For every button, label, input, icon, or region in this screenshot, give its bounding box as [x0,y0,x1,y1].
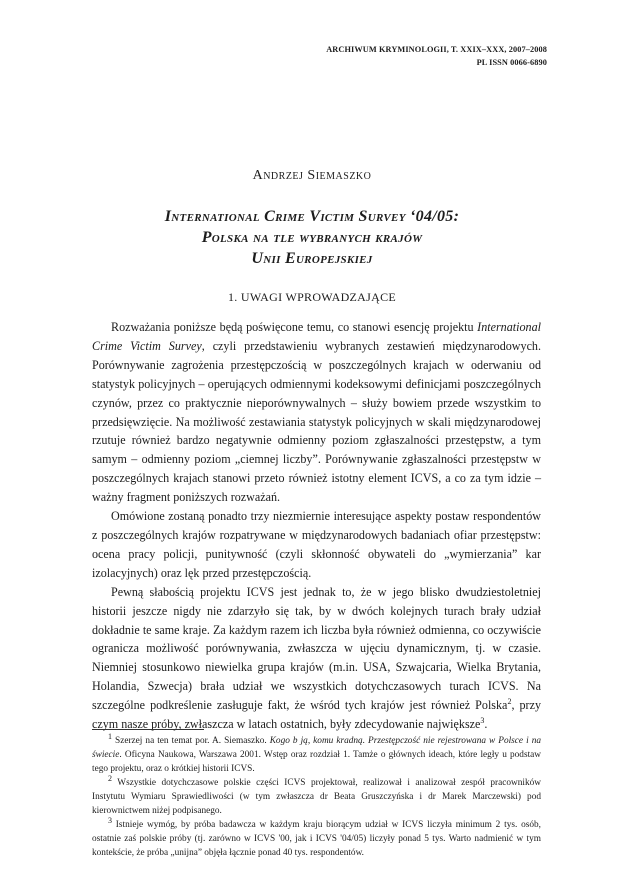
article-title [0,206,624,269]
running-header [326,43,547,69]
project-name: International Crime Victim Survey [92,320,541,353]
footnote-separator [92,729,204,730]
paragraph-3-text-c: . [484,717,488,732]
paragraph-3 [92,583,541,734]
footnote-2-mark: 2 [108,773,112,783]
footnotes [92,731,541,860]
footnote-3 [92,815,541,860]
footnote-ref-3: 3 [480,716,485,725]
footnote-3-mark: 3 [108,815,112,825]
section-heading: 1. UWAGI WPROWADZAJĄCE [227,290,397,304]
paragraph-3-text-b: , przy czym nasze próby, zwłaszcza w latach ostatnich, były zdecydowanie największe [92,698,541,732]
footnote-1-mark: 1 [108,731,112,741]
journal-citation: ARCHIWUM KRYMINOLOGII, T. XXIX–XXX, 2007–2008 [326,45,547,54]
body-text [92,318,541,734]
title-line-3: Unii Europejskiej [251,250,373,267]
paragraph-3-text-a: Pewną słabością projektu ICVS jest jednak to, że w jego blisko dwudziestoletniej historii jeszcze nigdy nie zdarzyło się tak, by w dwóch kolejnych turach brały udział dokładnie te same kraje. Za każdym razem ich liczba była również odmienna, co oczywiście ogranicza możliwość porównywania, zwłaszcza w ujęciu dynamicznym, tj. w czasie. Niemniej stosunkowo niewielka grupa krajów (m.in. USA, Szwajcaria, Wielka Brytania, Holandia, Szwecja) brała udział we wszystkich dotychczasowych turach ICVS. Na szczególne podkreślenie zasługuje fakt, że wśród tych krajów jest również Polska [92,584,541,713]
author-name: Andrzej Siemaszko [252,168,372,183]
issn-line: PL ISSN 0066-6890 [476,58,547,67]
footnote-1-book-title: Kogo b ją, komu kradną. Przestępczość nie rejestrowana w Polsce i na świecie [92,736,541,760]
footnote-1 [92,731,541,776]
footnote-2 [92,773,541,818]
footnote-2-text: Wszystkie dotychczasowe polskie części ICVS projektował, realizował i analizował zespół pracowników Instytutu Wymiaru Sprawiedliwości (w tym zwłaszcza dr Beata Gruszczyńska i dr Marek Marczewski) pod kierownictwem niżej podpisanego. [92,778,541,816]
footnote-1-text-b: . Oficyna Naukowa, Warszawa 2001. Wstęp oraz rozdział 1. Tamże o głównych ideach, które legły u podstaw tego projektu, oraz o krótkiej historii ICVS. [92,750,541,774]
paragraph-1-text-a: Rozważania poniższe będą poświęcone temu, co stanowi esencję projektu [111,320,478,334]
paragraph-1-text-b: , czyli przedstawieniu wybranych zestawień międzynarodowych. Porównywanie zagrożenia przestępczością w poszczególnych krajach w oderwaniu od statystyk policyjnych – operujących odmiennymi kodeksowymi definicjami poszczególnych czynów, przez co praktycznie nieporównywalnych – służy bowiem przede wszystkim to przedsięwzięcie. Na możliwość zestawiania statystyk policyjnych w skali międzynarodowej rzutuje również bardzo negatywnie odmienny poziom zgłaszalności przestępstw, a tym samym – odmienny poziom „ciemnej liczby”. Porównywanie zgłaszalności przestępstw w poszczególnych krajach stanowi przeto również istotny element ICVS, a co za tym idzie – ważny fragment poniższych rozważań. [92,338,542,505]
paragraph-1 [92,318,541,507]
title-line-2: Polska na tle wybranych krajów [201,229,423,246]
footnote-1-text-a: Szerzej na ten temat por. A. Siemaszko. [112,736,270,746]
title-line-1: International Crime Victim Survey ‘04/05: [164,208,460,225]
footnote-ref-2: 2 [507,697,512,707]
footnote-3-text: Istnieje wymóg, by próba badawcza w każdym kraju biorącym udział w ICVS liczyła minimum 2 tys. osób, ostatnie zaś polskie próby (tj. zarówno w ICVS '00, jak i ICVS '04/05) liczyły ponad 5 tys. Warto nadmienić w tym kontekście, że próba „unijna” objęła łącznie ponad 40 tys. respondentów. [92,820,541,858]
paragraph-2: Omówione zostaną ponadto trzy niezmiernie interesujące aspekty postaw respondentów z poszczególnych krajów rozpatrywane w międzynarodowych badaniach ofiar przestępstw: ocena pracy policji, punitywność (czyli skłonność obywateli do „wymierzania” kar izolacyjnych) oraz lęk przed przestępczością. [92,509,541,580]
